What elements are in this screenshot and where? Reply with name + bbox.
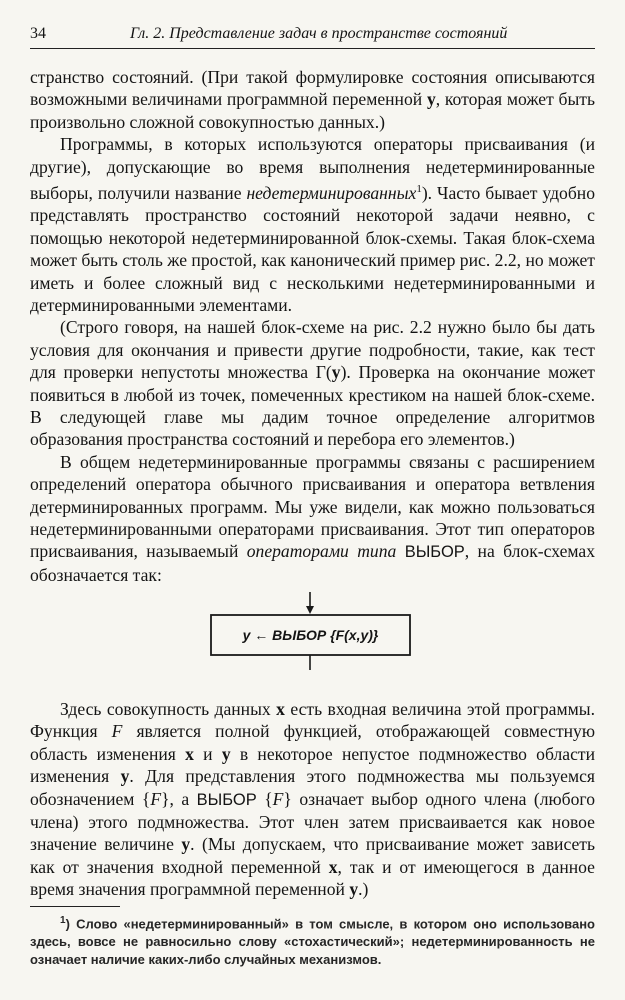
var-y: у [331,362,341,383]
var-x: x [276,699,285,719]
term-choice-operators: операторами типа [246,541,397,562]
func-F: F [272,788,284,809]
running-header [30,22,595,49]
keyword-choice: ВЫБОР [404,543,465,562]
running-title: Гл. 2. Представление задач в пространстве состояний [130,25,508,42]
footnote-text: ) Слово «недетерминированный» в том смысле, в котором оно использовано здесь, вовсе не равносильно слову «стохастический»; недетерминированность не означает наличие каких-либо случайных механизмов. [30,916,595,968]
var-x: x [328,856,338,877]
flowchart-choice-block [208,592,413,670]
func-F: F [150,788,162,809]
footnote-ref: 1 [416,183,422,196]
footnote-divider [30,906,120,907]
paragraph-nondeterministic-programs: Программы, в которых используются операторы присваивания (и другие), допускающие во время выполнения недетерминированные выборы, получили название недетерминированных$^1$). Часто бывает удобно представлять пространство состояний некоторой задачи неявно, с помощью некоторой недетерминированной блок-схемы. Такая блок-схема может быть столь же простой, как канонический пример рис. 2.2, но может иметь и более сложный вид с несколькими недетерминированными и детерминированными элементами. [30,134,595,315]
main-text-upper [30,66,595,586]
paragraph-choice-operators: В общем недетерминированные программы связаны с расширением определений оператора обычного присваивания и оператора ветвления детерминированных программ. Мы уже видели, как можно пользоваться недетерминированными операторами присваивания. Этот тип операторов присваивания, называемый операторами типа ВЫБОР, на блок-схемах обозначается так: [30,451,596,585]
footnote [30,912,595,969]
footnote-mark: 1 [60,915,66,926]
paragraph-strictly-speaking: (Строго говоря, на нашей блок-схеме на рис. 2.2 нужно было бы дать условия для окончания и привести другие подробности, такие, как тест для проверки непустоты множества Γ(у). Проверка на окончание может появиться в любой из точек, помеченных крестиком на нашей блок-схеме. В следующей главе мы дадим точное определение алгоритмов образования пространства состояний и перебора его элементов.) [30,317,596,450]
keyword-choice: ВЫБОР [196,790,257,809]
main-text-lower [30,698,595,901]
paragraph-explanation: Здесь совокупность данных x есть входная величина этой программы. Функция F является полной функцией, отображающей совместную область изменения x и у в некоторое непустое подмножество области изменения у. Для представления этого подмножества мы пользуемся обозначением {F}, а ВЫБОР {F} означает выбор одного члена (любого члена) этого подмножества. Этот член затем присваивается как новое значение величине у. (Мы допускаем, что присваивание может зависеть как от значения входной переменной x, так и от имеющегося в данное время значения программной переменной у.) [30,699,596,900]
var-y: у [120,766,130,787]
term-nondeterministic: недетерминированных [246,182,417,203]
func-F: F [111,721,123,742]
var-x: x [185,743,194,764]
var-y: у [349,879,359,900]
var-y: у [181,834,191,855]
choice-operator-label: y ← ВЫБОР {F(x,y)} [242,627,379,643]
page-number: 34 [30,25,46,42]
var-y: у [426,89,436,110]
paragraph-continuation: странство состояний. (При такой формулировке состояния описываются возможными величинами программной переменной у, которая может быть произвольно сложной совокупностью данных.) [30,67,595,132]
var-y: у [221,743,231,764]
